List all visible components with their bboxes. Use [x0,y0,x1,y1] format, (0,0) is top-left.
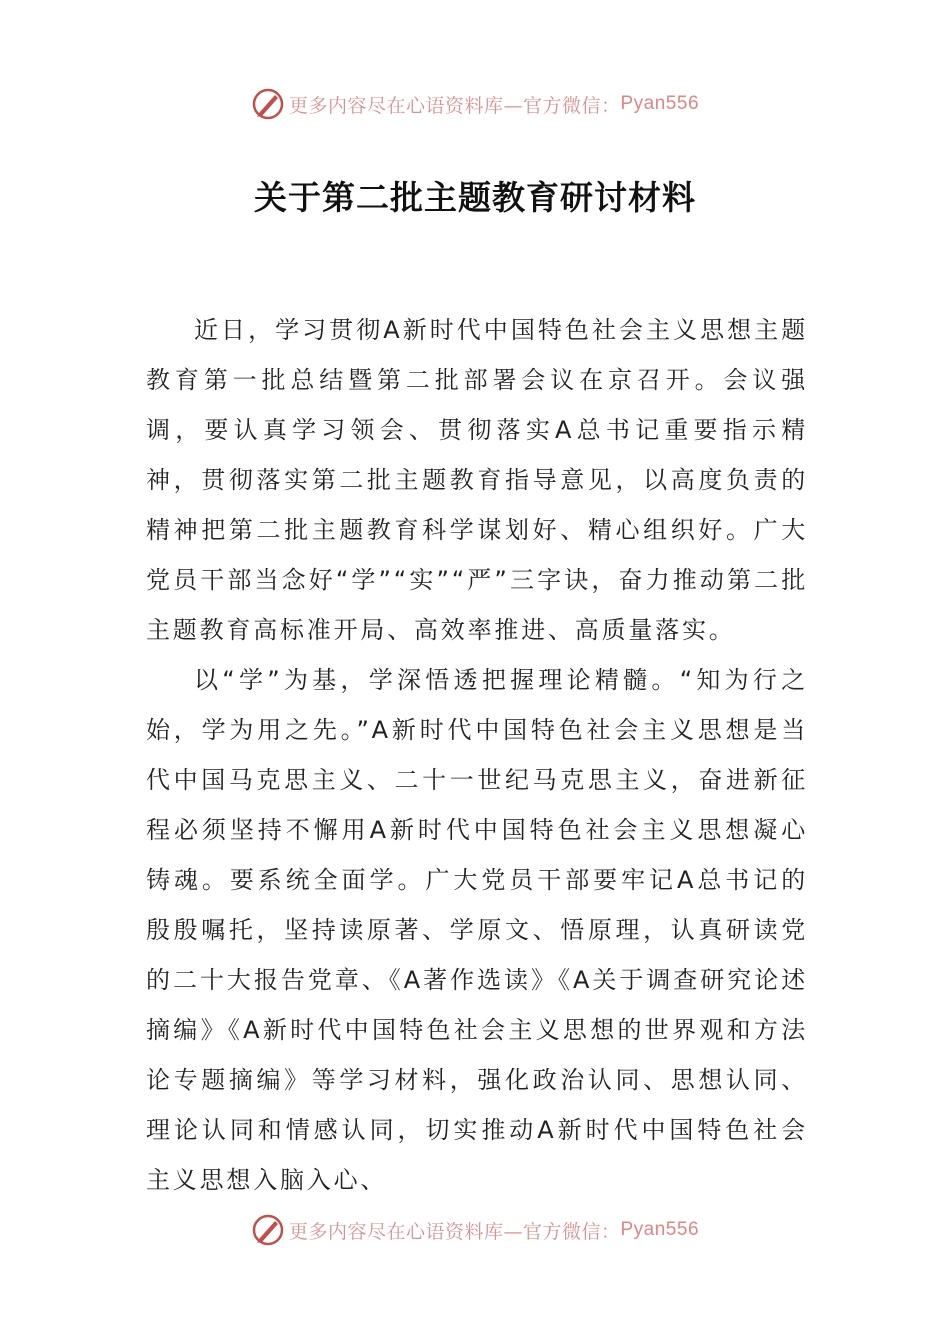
pen-logo-icon [251,1213,285,1247]
watermark-wechat-id: Pyan556 [620,1219,700,1240]
watermark-wechat-id: Pyan556 [620,93,700,114]
document-title: 关于第二批主题教育研讨材料 [254,178,696,217]
pen-logo-icon [251,87,285,121]
watermark-text: 更多内容尽在心语资料库—官方微信： [288,94,621,117]
watermark-text: 更多内容尽在心语资料库—官方微信： [288,1220,621,1243]
footer-watermark [0,1210,950,1250]
header-watermark [0,84,950,124]
paragraph-2: 以“学”为基，学深悟透把握理论精髓。“知为行之始，学为用之先。”A新时代中国特色社会主义思想是当代中国马克思主义、二十一世纪马克思主义，奋进新征程必须坚持不懈用A新时代中国特色社会主义思想凝心铸魂。要系统全面学。广大党员干部要牢记A总书记的殷殷嘱托，坚持读原著、学原文、悟原理，认真研读党的二十大报告党章、《A著作选读》《A关于调查研究论述摘编》《A新时代中国特色社会主义思想的世界观和方法论专题摘编》等学习材料，强化政治认同、思想认同、理论认同和情感认同，切实推动A新时代中国特色社会主义思想入脑入心、 [146,666,808,1194]
paragraph-1: 近日，学习贯彻A新时代中国特色社会主义思想主题教育第一批总结暨第二批部署会议在京召开。会议强调，要认真学习领会、贯彻落实A总书记重要指示精神，贯彻落实第二批主题教育指导意见，以高度负责的精神把第二批主题教育科学谋划好、精心组织好。广大党员干部当念好“学”“实”“严”三字诀，奋力推动第二批主题教育高标准开局、高效率推进、高质量落实。 [146,316,808,644]
document-body [146,305,808,1205]
